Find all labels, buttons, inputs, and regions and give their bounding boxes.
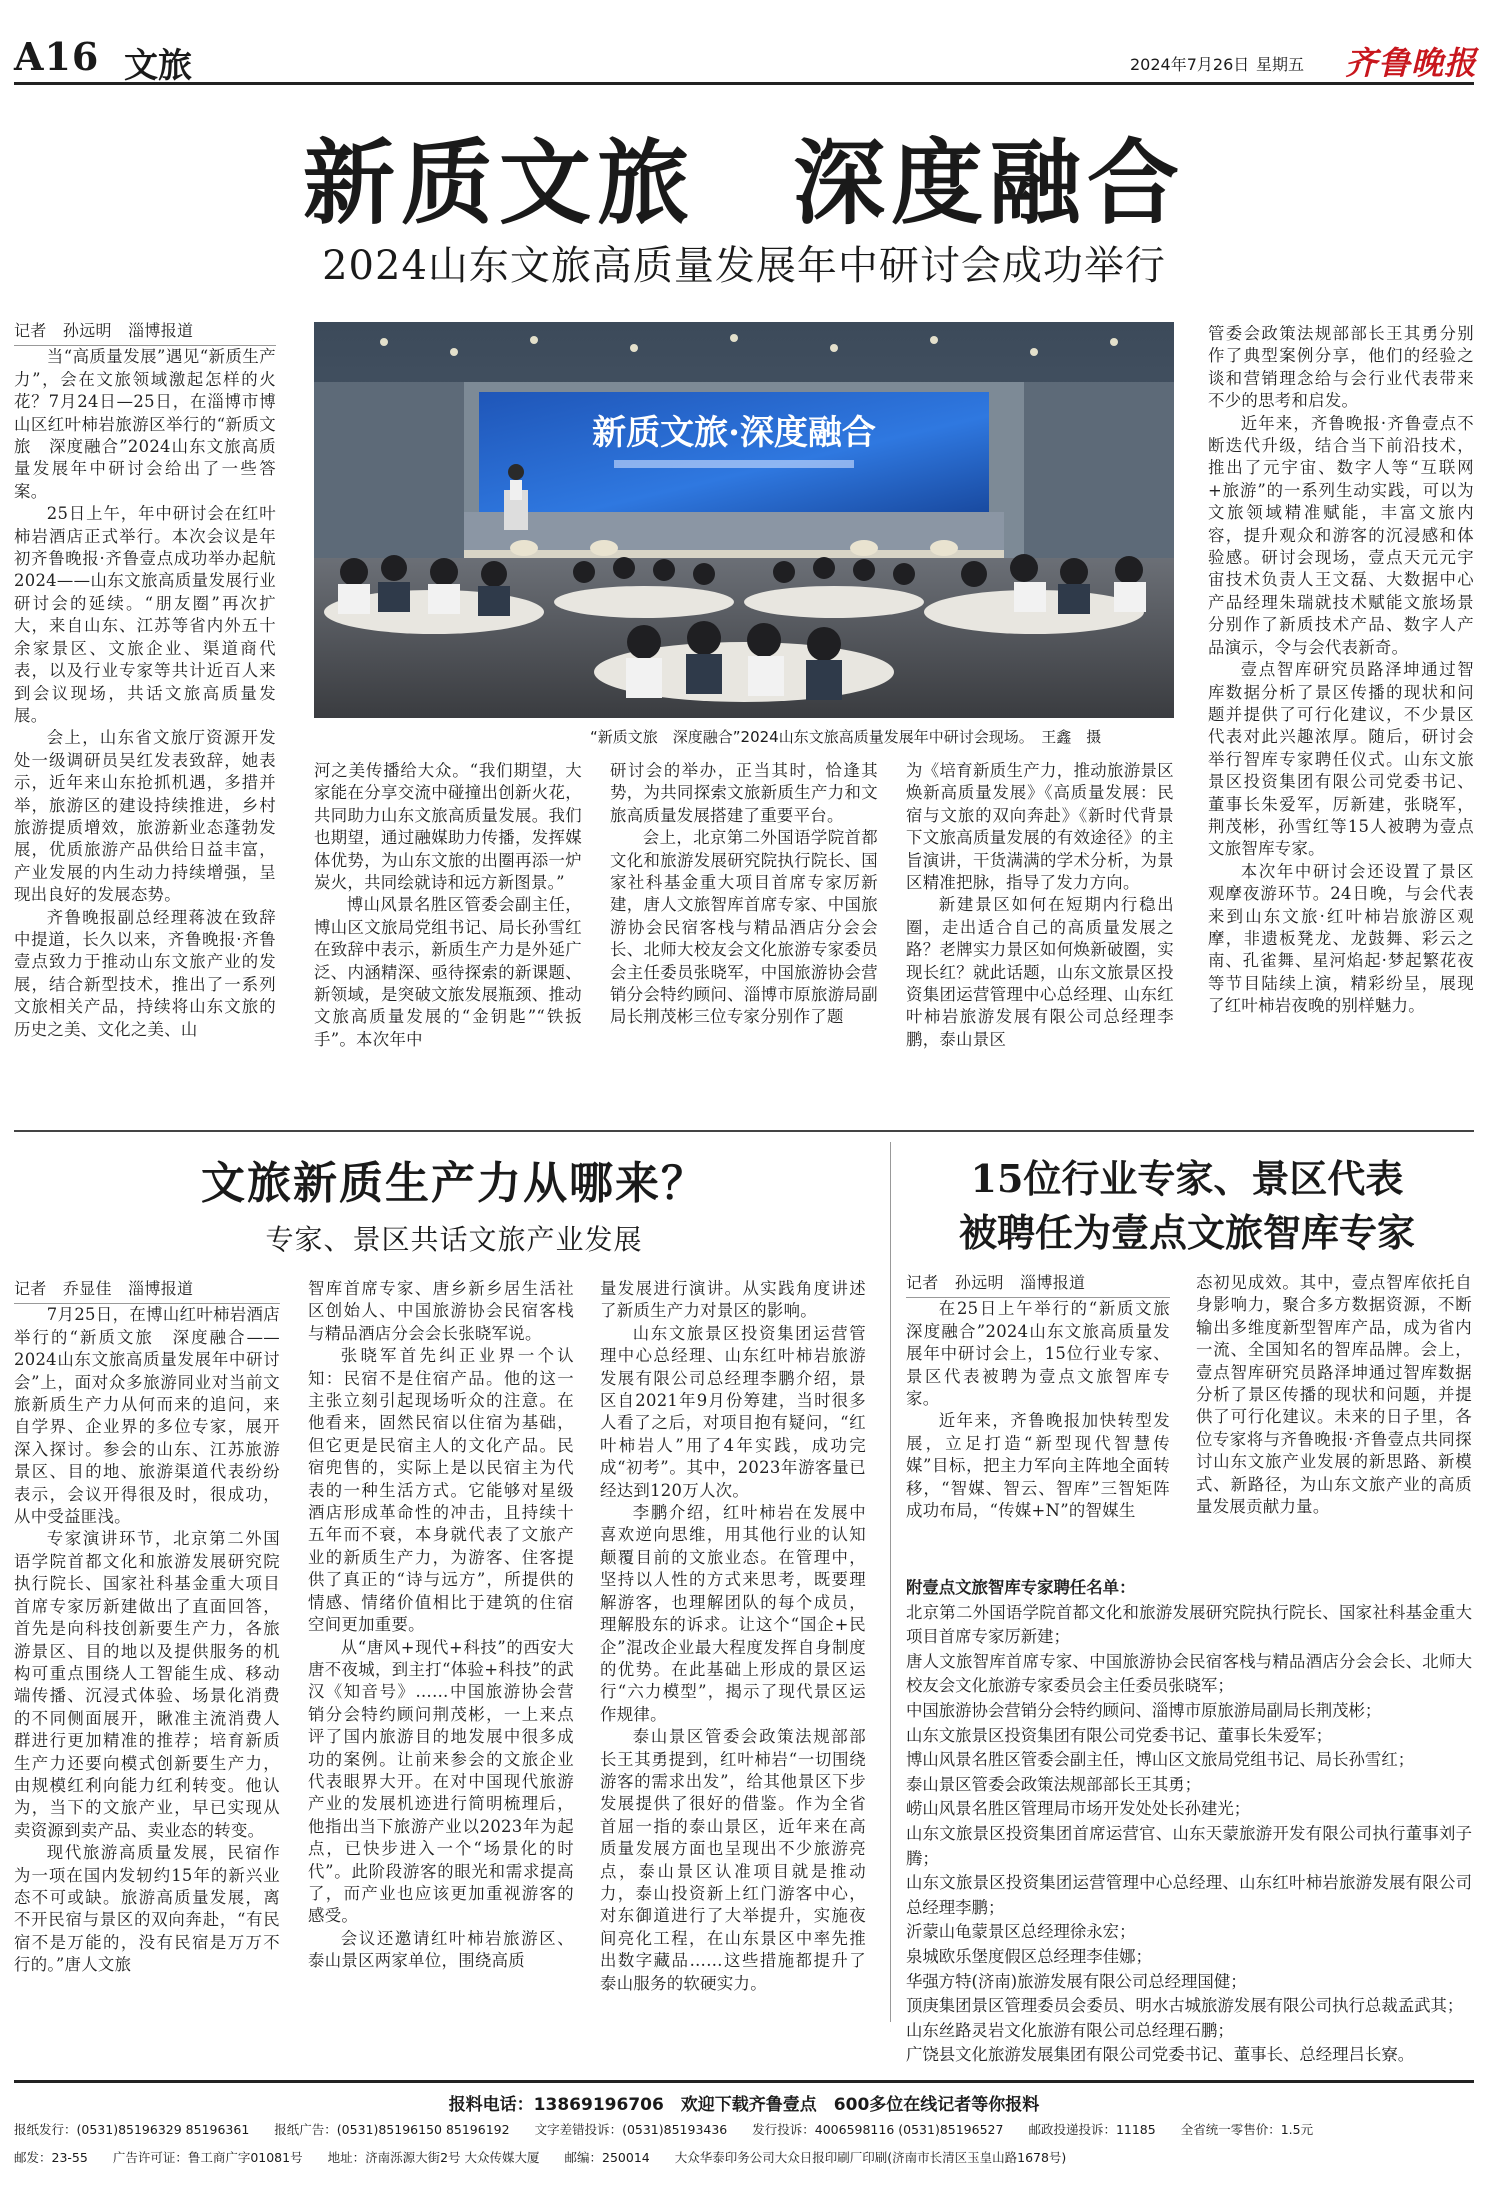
- list-item: 唐人文旅智库首席专家、中国旅游协会民宿客栈与精品酒店分会会长、北师大校友会文化旅游专家委员会主任委员张晓军；: [906, 1651, 1472, 1696]
- right-story-headline-line-1: 15位行业专家、景区代表: [970, 1156, 1404, 1201]
- right-story-column-1: [906, 1272, 1187, 1522]
- section-divider: [14, 1130, 1474, 1132]
- left-story-column-1: [14, 1278, 280, 1977]
- left-story-column-3: [600, 1278, 866, 1995]
- issue-date: 2024年7月26日: [1130, 55, 1250, 74]
- page-number: A16: [14, 34, 100, 79]
- list-item: 山东文旅景区投资集团运营管理中心总经理、山东红叶柿岩旅游发展有限公司总经理李鹏；: [906, 1873, 1472, 1917]
- section-name: 文旅: [124, 46, 192, 86]
- left-story-headline: 文旅新质生产力从哪来？: [201, 1158, 707, 1209]
- conference-photo-drawing: [314, 322, 1174, 718]
- paragraph: 泰山景区管委会政策法规部部长王其勇提到，红叶柿岩“一切围绕游客的需求出发”，给其他景区下步发展提供了很好的借鉴。作为全省首屈一指的泰山景区，近年来在高质量发展方面也呈现出不少旅游亮点，泰山景区认准项目就是推动力，泰山投资新上红门游客中心，对东御道进行了大举提升，实施夜间亮化工程，在山东景区中率先推出数字藏品……这些措施都提升了泰山服务的软硬实力。: [600, 1727, 866, 1993]
- top-column-1: [14, 320, 276, 1041]
- list-item: 北京第二外国语学院首都文化和旅游发展研究院执行院长、国家社科基金重大项目首席专家厉新建；: [906, 1602, 1472, 1647]
- left-story-byline: 记者 乔显佳 淄博报道: [14, 1278, 280, 1304]
- left-story-subheadline: 专家、景区共话文旅产业发展: [265, 1223, 643, 1256]
- list-item: 博山风景名胜区管委会副主任，博山区文旅局党组书记、局长孙雪红；: [906, 1750, 1415, 1770]
- list-item: 泉城欧乐堡度假区总经理李佳娜；: [906, 1946, 1152, 1966]
- list-item: 中国旅游协会营销分会特约顾问、淄博市原旅游局副局长荆茂彬；: [906, 1700, 1382, 1720]
- photo-caption: “新质文旅 深度融合”2024山东文旅高质量发展年中研讨会现场。 王鑫 摄: [590, 728, 1102, 746]
- footer-hotline: 报料电话：13869196706 欢迎下载齐鲁壹点 600多位在线记者等你报料: [448, 2095, 1040, 2115]
- paragraph: 壹点智库研究员路泽坤通过智库数据分析了景区传播的现状和问题并提供了可行化建议，不少景区代表对此兴趣浓厚。随后，研讨会举行智库专家聘任仪式。山东文旅景区投资集团有限公司党委书记、董事长朱爱军，厉新建，张晓军，荆茂彬，孙雪红等15人被聘为壹点文旅智库专家。: [1208, 660, 1474, 859]
- paragraph: 当“高质量发展”遇见“新质生产力”，会在文旅领域激起怎样的火花？7月24日—25日，在淄博市博山区红叶柿岩旅游区举行的“新质文旅 深度融合”2024山东文旅高质量发展年中研讨会给出了一些答案。: [14, 347, 276, 501]
- paper-logo: 齐鲁晚报: [1345, 44, 1478, 82]
- top-byline: 记者 孙远明 淄博报道: [14, 320, 276, 346]
- top-column-4: [906, 760, 1174, 1051]
- top-column-3: [610, 760, 878, 1029]
- paragraph: 现代旅游高质量发展，民宿作为一项在国内发轫约15年的新兴业态不可或缺。旅游高质量发展，离不开民宿与景区的双向奔赴，“有民宿不是万能的，没有民宿是万万不行的。”唐人文旅: [14, 1843, 280, 1975]
- list-item: 顶庚集团景区管理委员会委员、明水古城旅游发展有限公司执行总裁孟武其；: [906, 1996, 1464, 2016]
- list-item: 山东丝路灵岩文化旅游有限公司总经理石鹏；: [906, 2020, 1234, 2040]
- footer-contacts: 报纸发行：(0531)85196329 85196361 报纸广告：(0531)85196150 85196192 文字差错投诉：(0531)85193436 发行投诉：4006598116 (0531)85196527 邮政投递投诉：11185 全省统一零售价：1.5元: [14, 2122, 1314, 2137]
- list-item: 广饶县文化旅游发展集团有限公司党委书记、董事长、总经理吕长寮。: [906, 2045, 1415, 2065]
- expert-list-title: 附壹点文旅智库专家聘任名单：: [906, 1578, 1136, 1597]
- right-story-byline: 记者 孙远明 淄博报道: [906, 1272, 1170, 1298]
- paragraph: 会上，北京第二外国语学院首都文化和旅游发展研究院执行院长、国家社科基金重大项目首席专家厉新建，唐人文旅智库首席专家、中国旅游协会民宿客栈与精品酒店分会会长、北师大校友会文化旅游专家委员会主任委员张晓军，中国旅游协会营销分会特约顾问、淄博市原旅游局副局长荆茂彬三位专家分别作了题: [610, 828, 878, 1027]
- list-item: 泰山景区管委会政策法规部部长王其勇；: [906, 1774, 1202, 1794]
- paragraph: 张晓军首先纠正业界一个认知：民宿不是住宿产品。他的这一主张立刻引起现场听众的注意。在他看来，固然民宿以住宿为基础，但它更是民宿主人的文化产品。民宿兜售的，实际上是以民宿主为代表的一种生活方式。它能够对星级酒店形成革命性的冲击，且持续十五年而不衰，本身就代表了文旅产业的新质生产力，为游客、住客提供了真正的“诗与远方”，所提供的情感、情绪价值相比于建筑的住宿空间更加重要。: [308, 1346, 574, 1635]
- top-column-5: [1208, 323, 1474, 1018]
- paragraph: 近年来，齐鲁晚报·齐鲁壹点不断迭代升级，结合当下前沿技术，推出了元宇宙、数字人等“互联网+旅游”的一系列生动实践，可以为文旅领域精准赋能，丰富文旅内容，提升观众和游客的沉浸感和体验感。研讨会现场，壹点天元元宇宙技术负责人王文磊、大数据中心产品经理朱瑞就技术赋能文旅场景分别作了新质技术产品、数字人产品演示，令与会代表新奇。: [1208, 413, 1474, 657]
- paragraph: 专家演讲环节，北京第二外国语学院首都文化和旅游发展研究院执行院长、国家社科基金重大项目首席专家厉新建做出了直面回答，首先是向科技创新要生产力，各旅游景区、目的地以及提供服务的机构可重点围绕人工智能生成、移动端传播、沉浸式体验、场景化消费的不同侧面展开，瞅准主流消费人群进行更加精准的推荐；培育新质生产力还要向模式创新要生产力，由规模红利向能力红利转变。他认为，当下的文旅产业，早已实现从卖资源到卖产品、卖业态的转变。: [14, 1529, 280, 1840]
- paragraph: 量发展进行演讲。从实践角度讲述了新质生产力对景区的影响。: [600, 1279, 866, 1321]
- list-item: 山东文旅景区投资集团有限公司党委书记、董事长朱爱军；: [906, 1725, 1333, 1745]
- column-divider: [890, 1142, 891, 2022]
- paragraph: 管委会政策法规部部长王其勇分别作了典型案例分享，他们的经验之谈和营销理念给与会行业代表带来不少的思考和启发。: [1208, 324, 1474, 411]
- footer-rule: [14, 2080, 1474, 2083]
- masthead-rule: [14, 82, 1474, 85]
- paragraph: 7月25日，在博山红叶柿岩酒店举行的“新质文旅 深度融合——2024山东文旅高质量发展年中研讨会”上，面对众多旅游同业对当前文旅新质生产力从何而来的追问，来自学界、企业界的多位专家，展开深入探讨。参会的山东、江苏旅游景区、目的地、旅游渠道代表纷纷表示，会议开得很及时，很成功，从中受益匪浅。: [14, 1305, 280, 1527]
- paragraph: 本次年中研讨会还设置了景区观摩夜游环节。24日晚，与会代表来到山东文旅·红叶柿岩旅游区观摩，非遗板凳龙、龙鼓舞、彩云之南、孔雀舞、星河焰起·梦起繁花夜等节目陆续上演，精彩纷呈，展现了红叶柿岩夜晚的别样魅力。: [1208, 861, 1474, 1016]
- footer-address: 邮发：23-55 广告许可证：鲁工商广字01081号 地址：济南泺源大街2号 大众传媒大厦 邮编：250014 大众华泰印务公司大众日报印刷厂印刷(济南市长清区玉皇山路1678号): [14, 2150, 1067, 2165]
- paragraph: 会议还邀请红叶柿岩旅游区、泰山景区两家单位，围绕高质: [308, 1928, 574, 1971]
- paragraph: 从“唐风+现代+科技”的西安大唐不夜城，到主打“体验+科技”的武汉《知音号》……中国旅游协会营销分会特约顾问荆茂彬，一上来点评了国内旅游目的地发展中很多成功的案例。让前来参会的文旅企业代表眼界大开。在对中国现代旅游产业的发展机迹进行简明梳理后，他指出当下旅游产业以2023年为起点，已快步进入一个“场景化的时代”。此阶段游客的眼光和需求提高了，而产业也应该更加重视游客的感受。: [308, 1637, 574, 1926]
- list-item: 沂蒙山龟蒙景区总经理徐永宏；: [906, 1922, 1136, 1942]
- paragraph: 李鹏介绍，红叶柿岩在发展中喜欢逆向思维，用其他行业的认知颠覆目前的文旅业态。在管理中，坚持以人性的方式来思考，既要理解游客，也理解团队的每个成员，理解股东的诉求。让这个“国企+民企”混改企业最大程度发挥自身制度的优势。在此基础上形成的景区运行“六力模型”，揭示了现代景区运作规律。: [600, 1503, 866, 1724]
- left-story-column-2: [308, 1278, 574, 1973]
- top-column-2: [314, 760, 582, 1051]
- paragraph: 研讨会的举办，正当其时，恰逢其势，为共同探索文旅新质生产力和文旅高质量发展搭建了重要平台。: [610, 761, 878, 825]
- paragraph: 齐鲁晚报副总经理蒋波在致辞中提道，长久以来，齐鲁晚报·齐鲁壹点致力于推动山东文旅产业的发展，结合新型技术，推出了一系列文旅相关产品，持续将山东文旅的历史之美、文化之美、山: [14, 907, 276, 1039]
- paragraph: 为《培育新质生产力，推动旅游景区焕新高质量发展》《高质量发展：民宿与文旅的双向奔赴》《新时代背景下文旅高质量发展的有效途径》的主旨演讲，干货满满的学术分析，为景区精准把脉，指导了发力方向。: [906, 761, 1174, 893]
- paragraph: 博山风景名胜区管委会副主任，博山区文旅局党组书记、局长孙雪红在致辞中表示，新质生产力是外延广泛、内涵精深、亟待探索的新课题、新领域，是突破文旅发展瓶颈、推动文旅高质量发展的“金钥匙”“铁扳手”。本次年中: [314, 895, 582, 1049]
- paragraph: 山东文旅景区投资集团运营管理中心总经理、山东红叶柿岩旅游发展有限公司总经理李鹏介绍，景区自2021年9月份筹建，当时很多人看了之后，对项目抱有疑问，“红叶柿岩人”用了4年实践，成功完成“初考”。其中，2023年游客量已经达到120万人次。: [600, 1323, 866, 1500]
- paragraph: 在25日上午举行的“新质文旅 深度融合”2024山东文旅高质量发展年中研讨会上，15位行业专家、景区代表被聘为壹点文旅智库专家。: [906, 1299, 1187, 1409]
- conference-photo: [314, 322, 1174, 718]
- list-item: 崂山风景名胜区管理局市场开发处处长孙建光；: [906, 1799, 1251, 1819]
- list-item: 华强方特(济南)旅游发展有限公司总经理国健；: [906, 1971, 1247, 1991]
- right-story-headline-line-2: 被聘任为壹点文旅智库专家: [958, 1210, 1415, 1255]
- paragraph: 态初见成效。其中，壹点智库依托自身影响力，聚合多方数据资源，不断输出多维度新型智库产品，成为省内一流、全国知名的智库品牌。会上，壹点智库研究员路泽坤通过智库数据分析了景区传播的现状和问题，并提供了可行化建议。未来的日子里，各位专家将与齐鲁晚报·齐鲁壹点共同探讨山东文旅产业发展的新思路、新模式、新路径，为山东文旅产业的高质量发展贡献力量。: [1196, 1273, 1472, 1517]
- paragraph: 近年来，齐鲁晚报加快转型发展，立足打造“新型现代智慧传媒”目标，把主力军向主阵地全面转移，“智媒、智云、智库”三智矩阵成功布局，“传媒+N”的智媒生: [906, 1411, 1170, 1521]
- top-subheadline: 2024山东文旅高质量发展年中研讨会成功举行: [322, 243, 1166, 289]
- paragraph: 新建景区如何在短期内行稳出圈，走出适合自己的高质量发展之路？老牌实力景区如何焕新破圈，实现长红？就此话题，山东文旅景区投资集团运营管理中心总经理、山东红叶柿岩旅游发展有限公司总经理李鹏，泰山景区: [906, 895, 1174, 1049]
- paragraph: 25日上午，年中研讨会在红叶柿岩酒店正式举行。本次会议是年初齐鲁晚报·齐鲁壹点成功举办起航2024——山东文旅高质量发展行业研讨会的延续。“朋友圈”再次扩大，来自山东、江苏等省内外五十余家景区、文旅企业、渠道商代表，以及行业专家等共计近百人来到会议现场，共话文旅高质量发展。: [14, 504, 276, 725]
- issue-weekday: 星期五: [1256, 55, 1305, 74]
- list-item: 山东文旅景区投资集团首席运营官、山东天蒙旅游开发有限公司执行董事刘子腾；: [906, 1823, 1472, 1868]
- screen-title: 新质文旅·深度融合: [592, 413, 876, 453]
- paragraph: 河之美传播给大众。“我们期望，大家能在分享交流中碰撞出创新火花，共同助力山东文旅高质量发展。我们也期望，通过融媒助力传播，发挥媒体优势，为山东文旅的出圈再添一炉炭火，共同绘就诗和远方新图景。”: [314, 761, 582, 893]
- top-headline: 新质文旅 深度融合: [302, 129, 1185, 237]
- expert-list: [906, 1576, 1472, 2068]
- right-story-column-2: [1196, 1272, 1472, 1518]
- paragraph: 智库首席专家、唐乡新乡居生活社区创始人、中国旅游协会民宿客栈与精品酒店分会会长张晓军说。: [308, 1279, 574, 1343]
- paragraph: 会上，山东省文旅厅资源开发处一级调研员吴红发表致辞，她表示，近年来山东抢抓机遇，多措并举，旅游区的建设持续推进，乡村旅游提质增效，旅游新业态蓬勃发展，优质旅游产品供给日益丰富，产业发展的内生动力持续增强，呈现出良好的发展态势。: [14, 728, 276, 905]
